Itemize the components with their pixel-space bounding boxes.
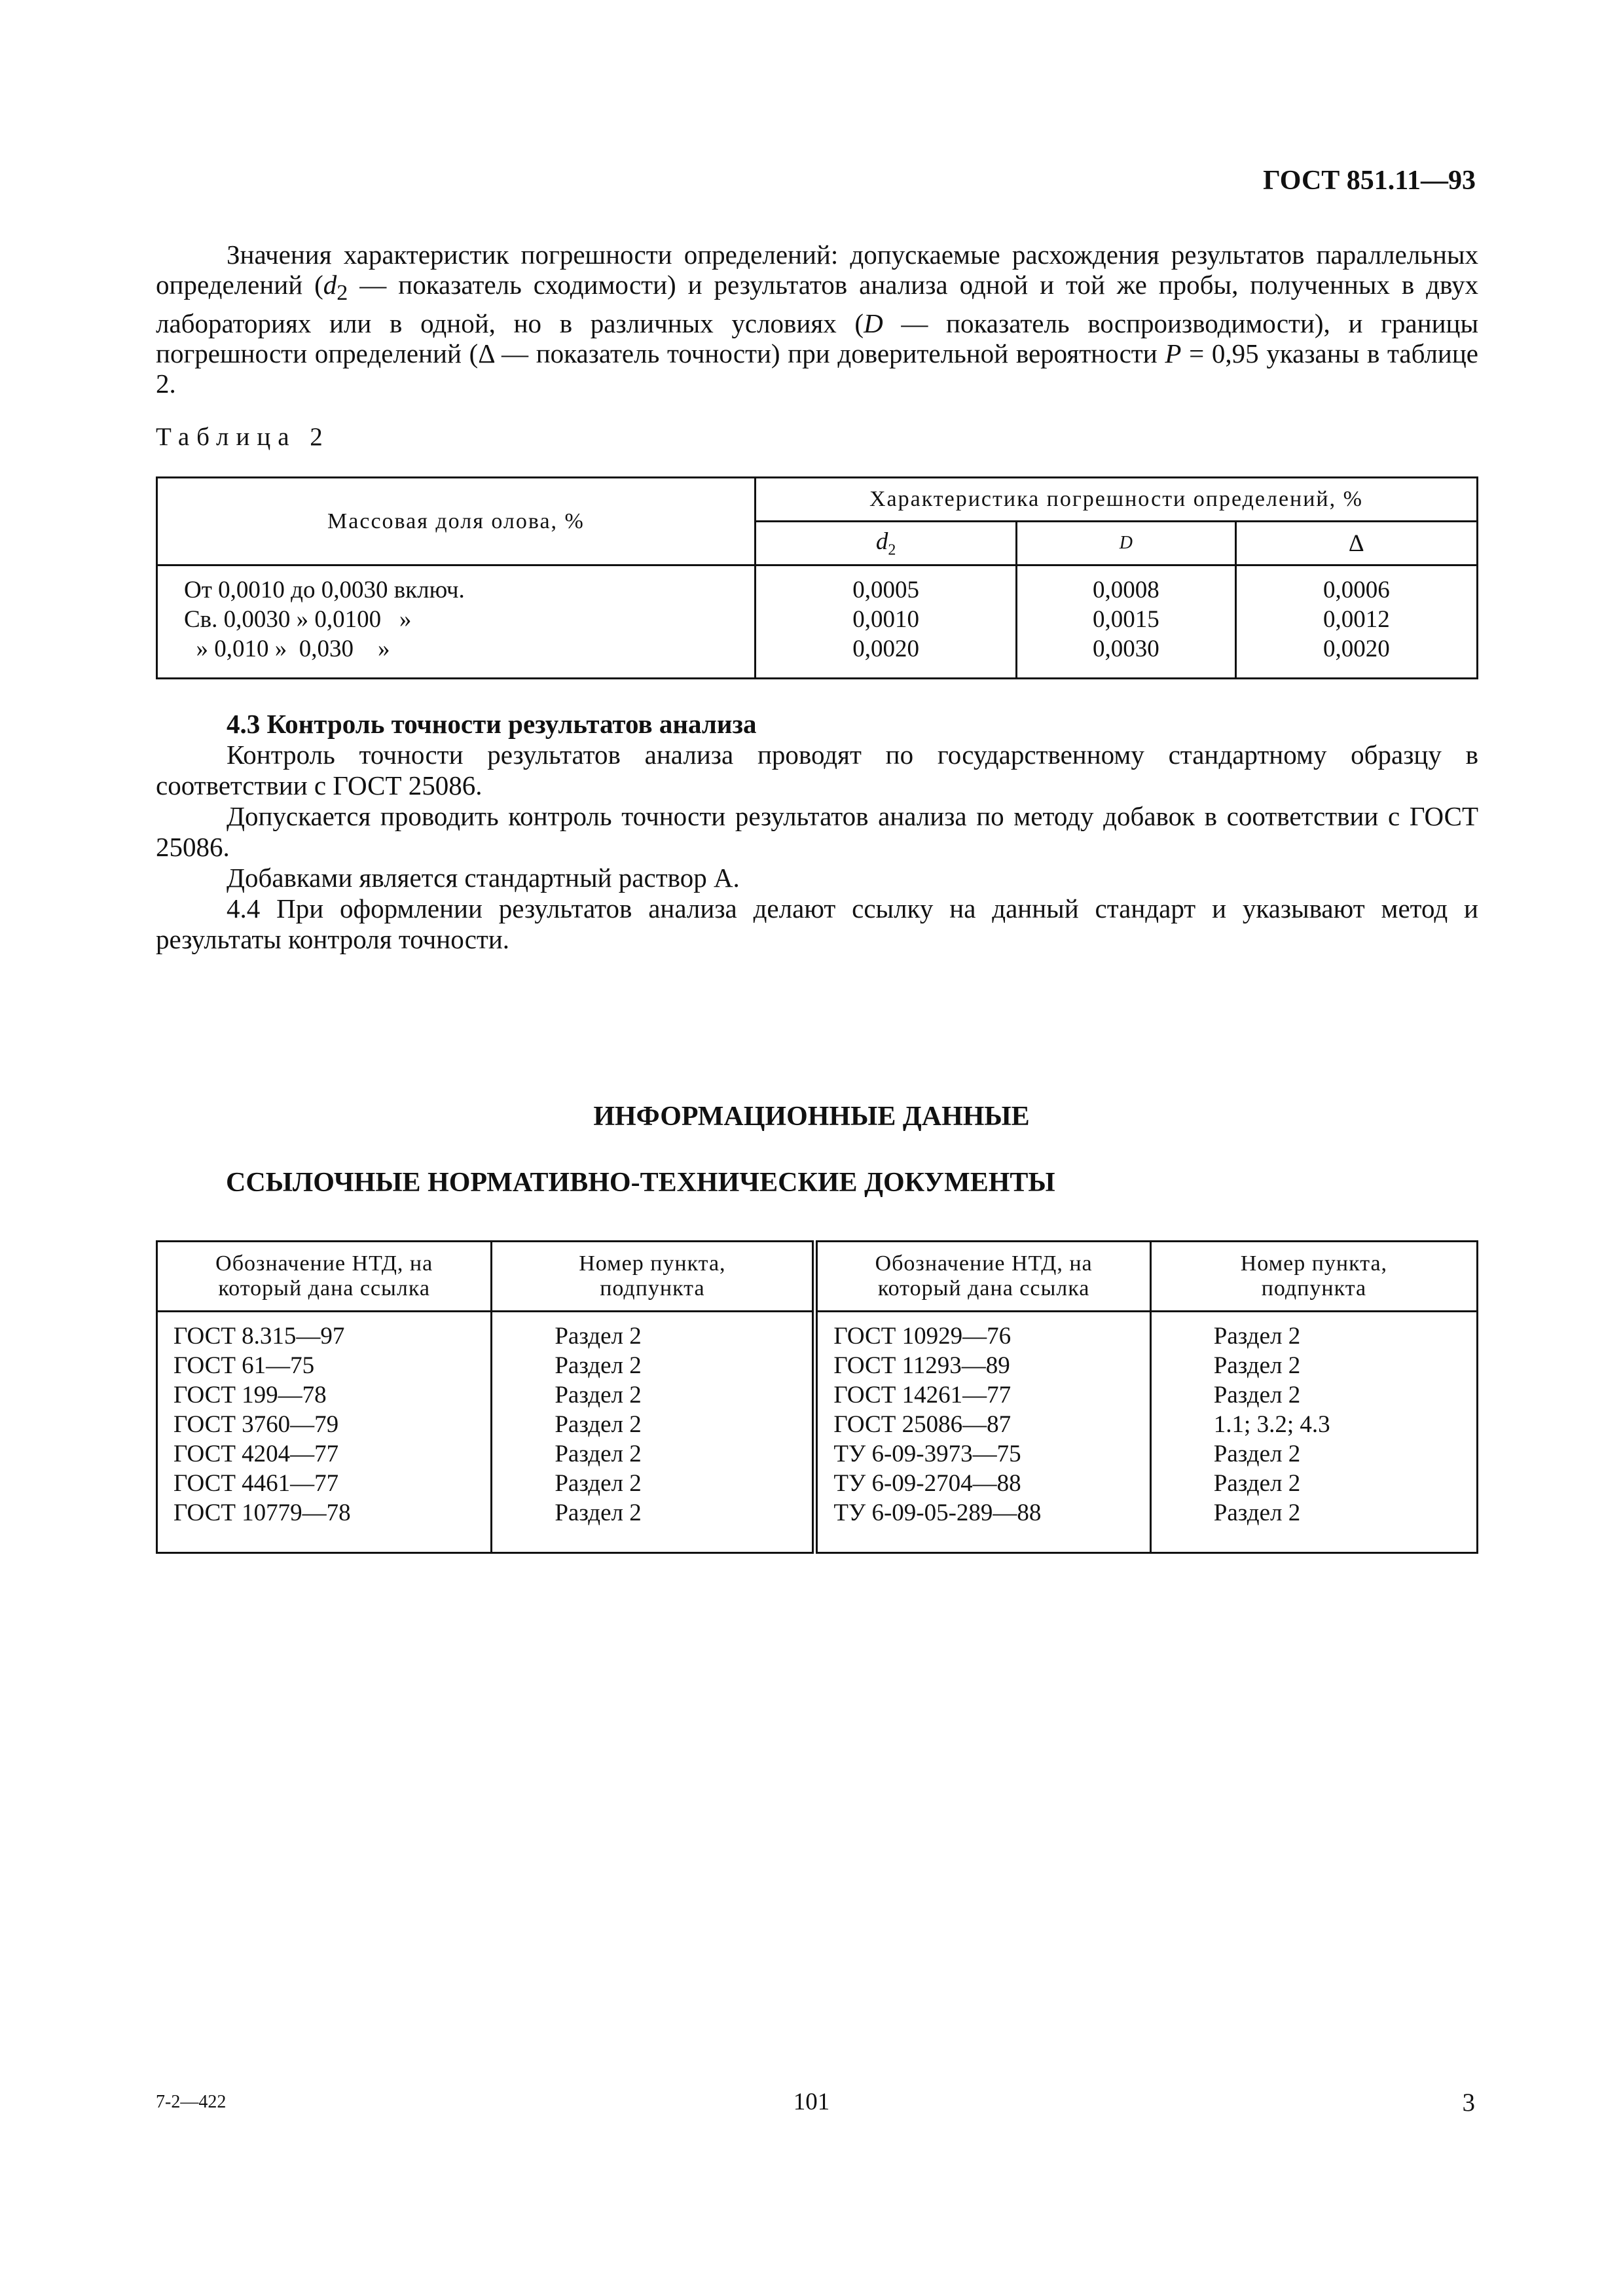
section-4-4-paragraph: 4.4 При оформлении результатов анализа делают ссылку на данный стандарт и указывают метод и результаты контроля точности. <box>156 893 1478 954</box>
refs-clauses-right: Раздел 2 Раздел 2 Раздел 2 1.1; 3.2; 4.3 Раздел 2 Раздел 2 Раздел 2 <box>1150 1312 1477 1553</box>
standard-number: ГОСТ 851.11—93 <box>1263 166 1476 196</box>
col-characteristic-header: Характеристика погрешности определений, % <box>755 478 1477 522</box>
refs-docs-left: ГОСТ 8.315—97 ГОСТ 61—75 ГОСТ 199—78 ГОСТ 3760—79 ГОСТ 4204—77 ГОСТ 4461—77 ГОСТ 10779—78 <box>157 1312 492 1553</box>
d2-values-cell: 0,0005 0,0010 0,0020 <box>755 565 1016 679</box>
col-d2-header: $d_2$ <box>755 522 1016 565</box>
section-4-3-paragraph-2: Допускается проводить контроль точности результатов анализа по методу добавок в соответствии с ГОСТ 25086. <box>156 801 1478 862</box>
refs-col-doc-left-header: Обозначение НТД, на который дана ссылка <box>157 1242 492 1312</box>
section-4-3 <box>156 709 1478 955</box>
col-D-header: D <box>1017 522 1235 565</box>
section-4-3-paragraph-3: Добавками является стандартный раствор А. <box>227 863 740 893</box>
collection-page-number: 101 <box>793 2089 830 2115</box>
reference-documents-table <box>156 1240 1478 1554</box>
refs-heading: ССЫЛОЧНЫЕ НОРМАТИВНО-ТЕХНИЧЕСКИЕ ДОКУМЕНТЫ <box>226 1168 1055 1198</box>
refs-col-clause-right-header: Номер пункта, подпункта <box>1150 1242 1477 1312</box>
error-characteristics-table <box>156 476 1478 679</box>
D-values-cell: 0,0008 0,0015 0,0030 <box>1017 565 1235 679</box>
section-4-3-title: 4.3 Контроль точности результатов анализа <box>227 709 757 739</box>
mass-ranges-cell: От 0,0010 до 0,0030 включ. Св. 0,0030 » 0,0100 » » 0,010 » 0,030 » <box>157 565 756 679</box>
section-4-3-paragraph-1: Контроль точности результатов анализа проводят по государственному стандартному образцу в соответствии с ГОСТ 25086. <box>156 740 1478 800</box>
refs-docs-right: ГОСТ 10929—76 ГОСТ 11293—89 ГОСТ 14261—77 ГОСТ 25086—87 ТУ 6-09-3973—75 ТУ 6-09-2704—88 ТУ 6-09-05-289—88 <box>815 1312 1150 1553</box>
intro-paragraph: Значения характеристик погрешности определений: допускаемые расхождения результатов параллельных определений ($d_2$ — показатель сходимости) и результатов анализа одной и той же пробы, полученных в двух лабораториях или в одной, но в различных условиях (D — показатель воспроизводимости), и границы погрешности определений (Δ — показатель точности) при доверительной вероятности P = 0,95 указаны в таблице 2. <box>156 240 1478 399</box>
refs-col-clause-left-header: Номер пункта, подпункта <box>492 1242 815 1312</box>
col-delta-header: Δ <box>1235 522 1477 565</box>
delta-values-cell: 0,0006 0,0012 0,0020 <box>1235 565 1477 679</box>
refs-clauses-left: Раздел 2 Раздел 2 Раздел 2 Раздел 2 Раздел 2 Раздел 2 Раздел 2 <box>492 1312 815 1553</box>
info-heading: ИНФОРМАЦИОННЫЕ ДАННЫЕ <box>593 1102 1030 1132</box>
col-mass-fraction-header: Массовая доля олова, % <box>157 478 756 565</box>
table-caption: Таблица 2 <box>156 423 330 451</box>
refs-col-doc-right-header: Обозначение НТД, на который дана ссылка <box>815 1242 1150 1312</box>
page-number: 3 <box>1462 2089 1475 2117</box>
print-code: 7-2—422 <box>156 2092 227 2112</box>
